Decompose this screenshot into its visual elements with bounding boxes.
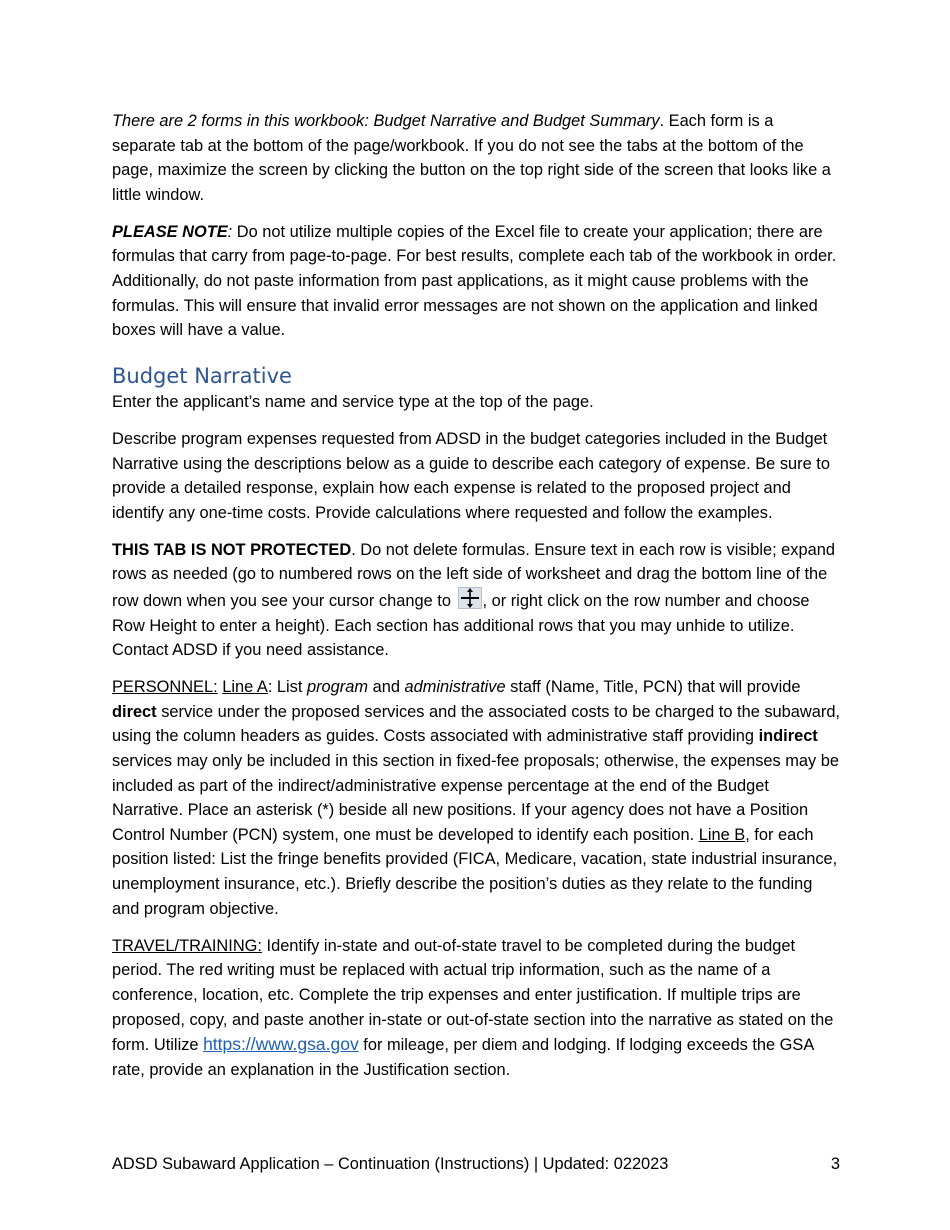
personnel-line-a: Line A xyxy=(222,678,268,697)
personnel-text-5: services may only be included in this section in fixed-fee proposals; otherwise, the expenses may be included as part of the indirect/administrative expense percentage at the end of the Budget Narrative. Place an asterisk (*) beside all new positions. If your agency does not have a Position Control Number (PCN) system, one must be developed to identify each position. xyxy=(112,752,840,844)
travel-text-1: Identify in-state and out-of-state travel to be completed during the budget period. The red writing must be replaced with actual trip information, such as the name of a conference, location, etc. Complete the trip expenses and enter justification. If multiple trips are proposed, copy, and paste another in-state or out-of-state section into the narrative as stated on the form. Utilize xyxy=(112,936,834,1055)
footer-text: ADSD Subaward Application – Continuation (Instructions) | Updated: 022023 xyxy=(112,1155,669,1173)
gsa-link[interactable]: https://www.gsa.gov xyxy=(203,1034,359,1055)
travel-text-2: for mileage, per diem and lodging. If lodging exceeds the GSA rate, provide an explanation in the Justification section. xyxy=(112,1036,814,1079)
personnel-bold-direct: direct xyxy=(112,702,157,721)
describe-paragraph: Describe program expenses requested from ADSD in the budget categories included in the Budget Narrative using the descriptions below as a guide to describe each category of expense. Be sure to provide a detailed response, explain how each expense is related to the proposed project and identify any one-time costs. Provide calculations where requested and follow the examples. xyxy=(112,429,830,522)
travel-label: TRAVEL/TRAINING: xyxy=(112,936,262,955)
section-heading: Budget Narrative xyxy=(112,363,292,388)
tab-note-bold: THIS TAB IS NOT PROTECTED xyxy=(112,540,352,559)
personnel-line-b: Line B xyxy=(698,825,746,844)
note-text: Do not utilize multiple copies of the Excel file to create your application; there are formulas that carry from page-to-page. For best results, complete each tab of the workbook in order. Additionally, do not paste information from past applications, as it might cause problems with the formulas. This will ensure that invalid error messages are not shown on the application and linked boxes will have a value. xyxy=(112,222,837,340)
page-footer xyxy=(112,1154,840,1174)
note-label: PLEASE NOTE xyxy=(112,222,228,241)
tab-note-text-before: . Do not delete formulas. Ensure text in each row is visible; expand rows as needed (go to numbered rows on the left side of worksheet and drag the bottom line of the row down when you see your cursor change to xyxy=(112,540,835,610)
personnel-text-4: service under the proposed services and the associated costs to be charged to the subaward, using the column headers as guides. Costs associated with administrative staff providing xyxy=(112,702,840,746)
intro-paragraph xyxy=(112,109,840,207)
note-paragraph xyxy=(112,220,840,343)
personnel-italic-program: program xyxy=(306,678,369,697)
personnel-paragraph xyxy=(112,675,840,921)
note-colon: : xyxy=(227,222,233,241)
enter-line: Enter the applicant’s name and service type at the top of the page. xyxy=(112,392,594,411)
personnel-text-6: , for each position listed: List the fringe benefits provided (FICA, Medicare, vacation, state industrial insurance, unemployment insurance, etc.). Briefly describe the position’s duties as they relate to the funding and program objective. xyxy=(112,825,838,918)
personnel-bold-indirect: indirect xyxy=(758,727,818,746)
tab-note-text-after: , or right click on the row number and choose Row Height to enter a height). Each section has additional rows that you may unhide to utilize. Contact ADSD if you need assistance. xyxy=(112,592,810,660)
page-number: 3 xyxy=(830,1155,840,1173)
personnel-label: PERSONNEL: xyxy=(112,678,218,697)
intro-text: . Each form is a separate tab at the bottom of the page/workbook. If you do not see the tabs at the bottom of the page, maximize the screen by clicking the button on the top right side of the screen that looks like a little window. xyxy=(112,112,831,204)
personnel-text-3: staff (Name, Title, PCN) that will provide xyxy=(505,678,801,697)
travel-paragraph xyxy=(112,934,840,1083)
row-resize-cursor-icon xyxy=(458,587,482,609)
personnel-italic-administrative: administrative xyxy=(404,678,506,697)
personnel-text-2: and xyxy=(368,678,405,697)
tab-note-paragraph xyxy=(112,538,840,663)
personnel-text-1: : List xyxy=(267,678,307,697)
document-body xyxy=(112,109,840,1095)
intro-italic: There are 2 forms in this workbook: Budget Narrative and Budget Summary xyxy=(112,112,660,130)
